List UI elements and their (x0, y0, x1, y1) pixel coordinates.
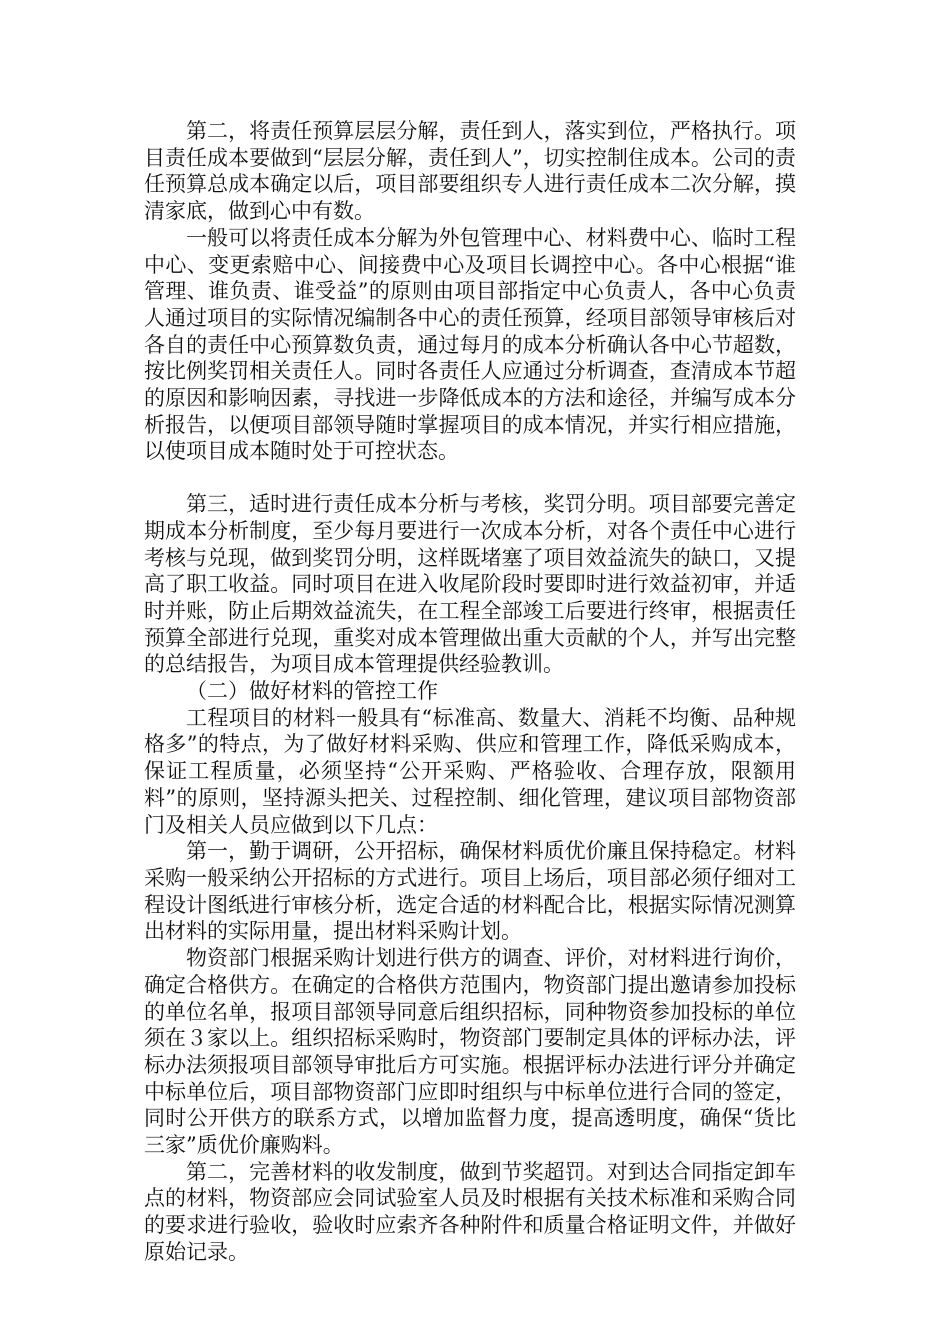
section-heading-material-control: （二）做好材料的管控工作 (186, 679, 438, 704)
paragraph-cost-centers: 一般可以将责任成本分解为外包管理中心、材料费中心、临时工程中心、变更索赔中心、间接费中心及项目长调控中心。各中心根据“谁管理、谁负责、谁受益”的原则由项目部指定中心负责人，各中心负责人通过项目的实际情况编制各中心的责任预算，经项目部领导审核后对各自的责任中心预算数负责，通过每月的成本分析确认各中心节超数，按比例奖罚相关责任人。同时各责任人应通过分析调查，查清成本节超的原因和影响因素，寻找进一步降低成本的方法和途径，并编写成本分析报告，以便项目部领导随时掌握项目的成本情况，并实行相应措施，以使项目成本随时处于可控状态。 (144, 225, 796, 464)
paragraph-cost-analysis-assessment: 第三，适时进行责任成本分析与考核，奖罚分明。项目部要完善定期成本分析制度，至少每月要进行一次成本分析，对各个责任中心进行考核与兑现，做到奖罚分明，这样既堵塞了项目效益流失的缺口，又提高了职工收益。同时项目在进入收尾阶段时要即时进行效益初审，并适时并账，防止后期效益流失，在工程全部竣工后要进行终审，根据责任预算全部进行兑现，重奖对成本管理做出重大贡献的个人，并写出完整的总结报告，为项目成本管理提供经验教训。 (144, 492, 796, 677)
document-body (144, 118, 796, 1266)
paragraph-responsibility-decomposition: 第二，将责任预算层层分解，责任到人，落实到位，严格执行。项目责任成本要做到“层层分解，责任到人”，切实控制住成本。公司的责任预算总成本确定以后，项目部要组织专人进行责任成本二次分解，摸清家底，做到心中有数。 (144, 119, 796, 224)
paragraph-receiving-dispatch: 第二，完善材料的收发制度，做到节奖超罚。对到达合同指定卸车点的材料，物资部应会同试验室人员及时根据有关技术标准和采购合同的要求进行验收，验收时应索齐各种附件和质量合格证明文件，并做好原始记录。 (144, 1159, 796, 1264)
paragraph-supplier-evaluation: 物资部门根据采购计划进行供方的调查、评价，对材料进行询价，确定合格供方。在确定的合格供方范围内，物资部门提出邀请参加投标的单位名单，报项目部领导同意后组织招标，同种物资参加投标的单位须在３家以上。组织招标采购时，物资部门要制定具体的评标办法，评标办法须报项目部领导审批后方可实施。根据评标办法进行评分并确定中标单位后，项目部物资部门应即时组织与中标单位进行合同的签定，同时公开供方的联系方式，以增加监督力度，提高透明度，确保“货比三家”质优价廉购料。 (144, 946, 796, 1158)
paragraph-material-characteristics: 工程项目的材料一般具有“标准高、数量大、消耗不均衡、品种规格多”的特点，为了做好材料采购、供应和管理工作，降低采购成本，保证工程质量，必须坚持“公开采购、严格验收、合理存放，限额用料”的原则，坚持源头把关、过程控制、细化管理，建议项目部物资部门及相关人员应做到以下几点： (144, 705, 796, 837)
paragraph-public-tendering: 第一，勤于调研，公开招标，确保材料质优价廉且保持稳定。材料采购一般采纳公开招标的方式进行。项目上场后，项目部必须仔细对工程设计图纸进行审核分析，选定合适的材料配合比，根据实际情况测算出材料的实际用量，提出材料采购计划。 (144, 839, 796, 944)
